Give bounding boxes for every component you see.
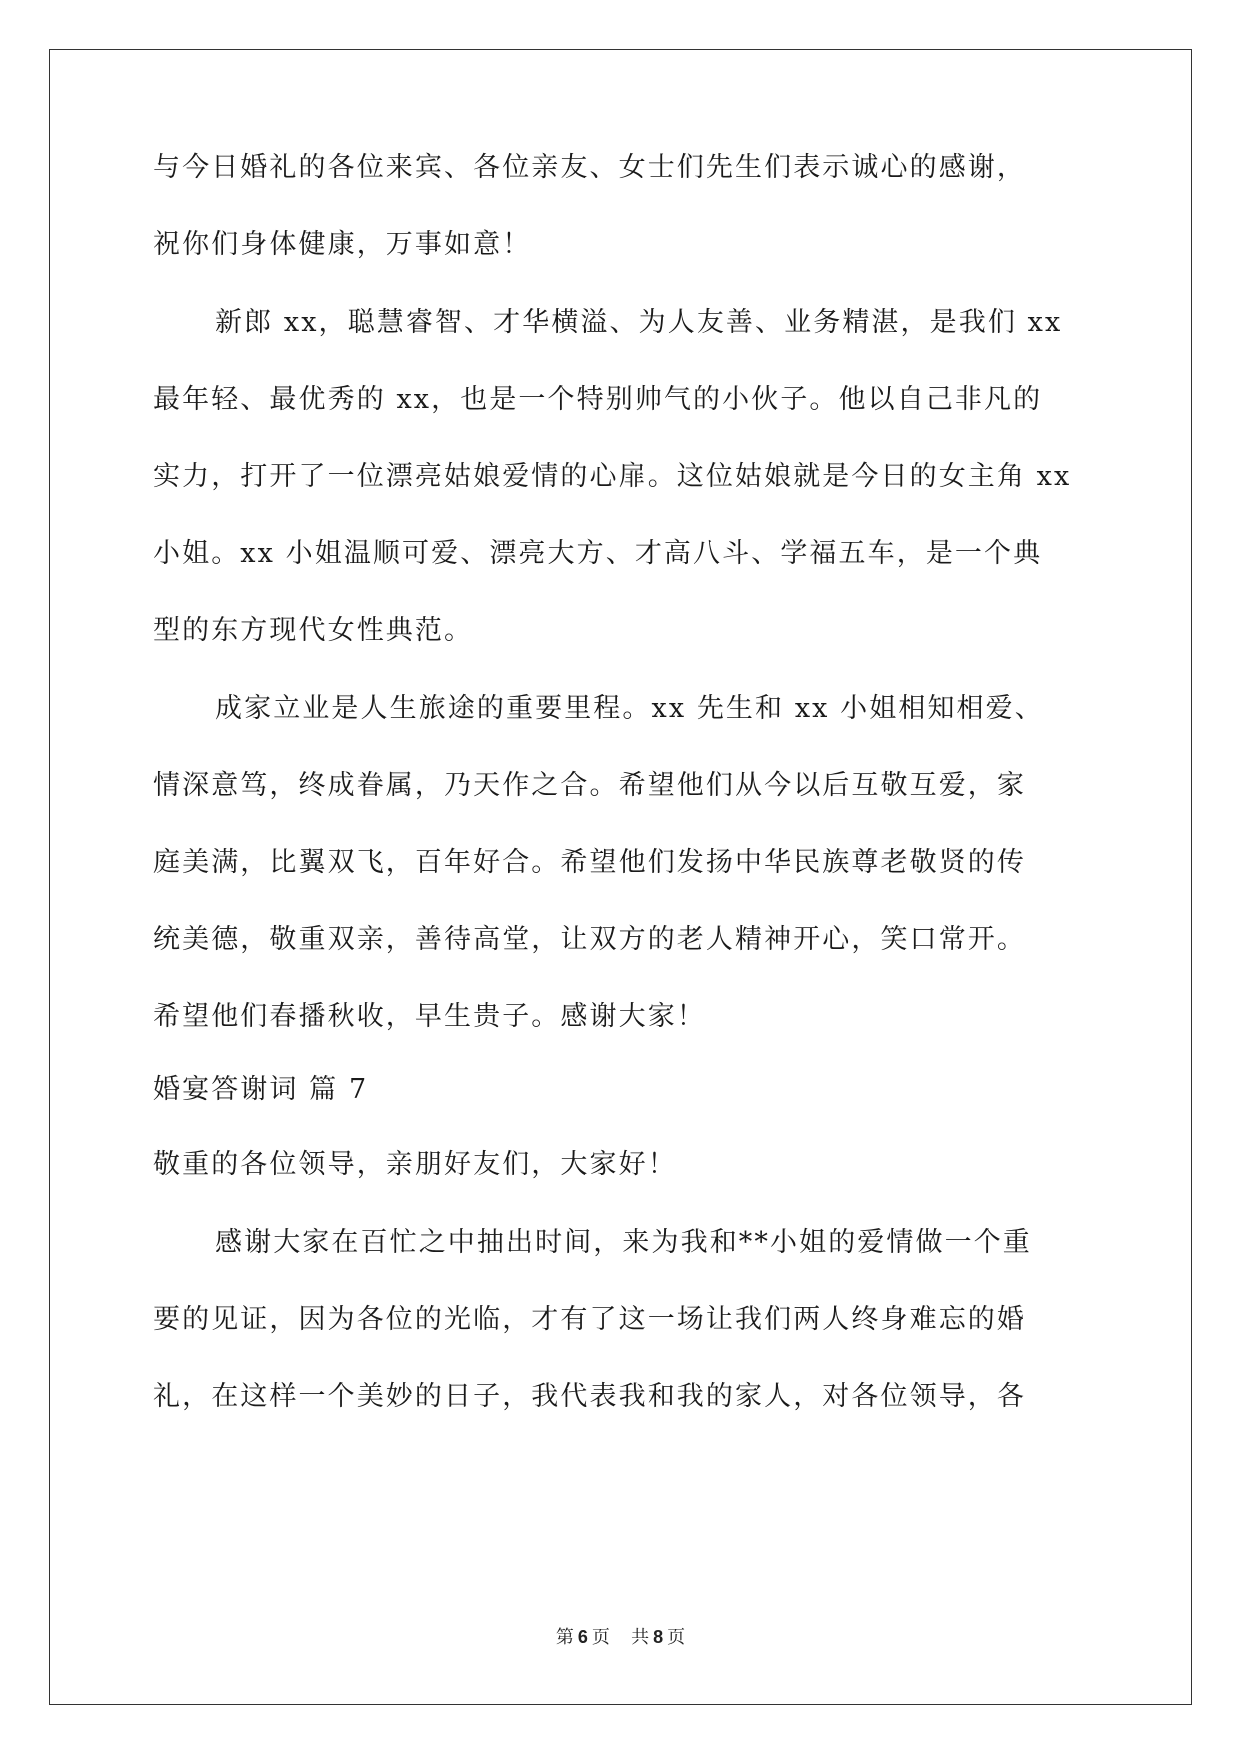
page-number: 6 [577,1627,588,1647]
total-pages: 8 [653,1627,664,1647]
text-line: 与今日婚礼的各位来宾、各位亲友、女士们先生们表示诚心的感谢， [153,152,1026,183]
text-line: 祝你们身体健康，万事如意！ [153,229,532,260]
total-prefix: 共 [631,1627,650,1648]
text-line: 希望他们春播秋收，早生贵子。感谢大家！ [153,1001,706,1032]
total-suffix: 页 [667,1627,686,1648]
text-line: 统美德，敬重双亲，善待高堂，让双方的老人精神开心，笑口常开。 [153,924,1026,955]
page-prefix: 第 [555,1627,574,1648]
text-line: 小姐。xx 小姐温顺可爱、漂亮大方、才高八斗、学福五车，是一个典 [153,538,1043,569]
text-line: 实力，打开了一位漂亮姑娘爱情的心扉。这位姑娘就是今日的女主角 xx [153,461,1072,492]
page-suffix: 页 [591,1627,610,1648]
paragraph-start-line: 新郎 xx，聪慧睿智、才华横溢、为人友善、业务精湛，是我们 xx [215,307,1063,338]
section-heading: 婚宴答谢词 篇 7 [153,1074,369,1105]
text-line: 型的东方现代女性典范。 [153,615,474,646]
text-line: 要的见证，因为各位的光临，才有了这一场让我们两人终身难忘的婚 [153,1304,1026,1335]
paragraph-start-line: 成家立业是人生旅途的重要里程。xx 先生和 xx 小姐相知相爱、 [215,693,1044,724]
text-line: 情深意笃，终成眷属，乃天作之合。希望他们从今以后互敬互爱，家 [153,770,1026,801]
page-footer [0,1623,1241,1649]
text-line: 礼，在这样一个美妙的日子，我代表我和我的家人，对各位领导，各 [153,1381,1026,1412]
text-line: 庭美满，比翼双飞，百年好合。希望他们发扬中华民族尊老敬贤的传 [153,847,1026,878]
salutation-line: 敬重的各位领导，亲朋好友们，大家好！ [153,1149,677,1180]
text-line: 最年轻、最优秀的 xx，也是一个特别帅气的小伙子。他以自己非凡的 [153,384,1043,415]
paragraph-start-line: 感谢大家在百忙之中抽出时间，来为我和**小姐的爱情做一个重 [215,1227,1032,1258]
